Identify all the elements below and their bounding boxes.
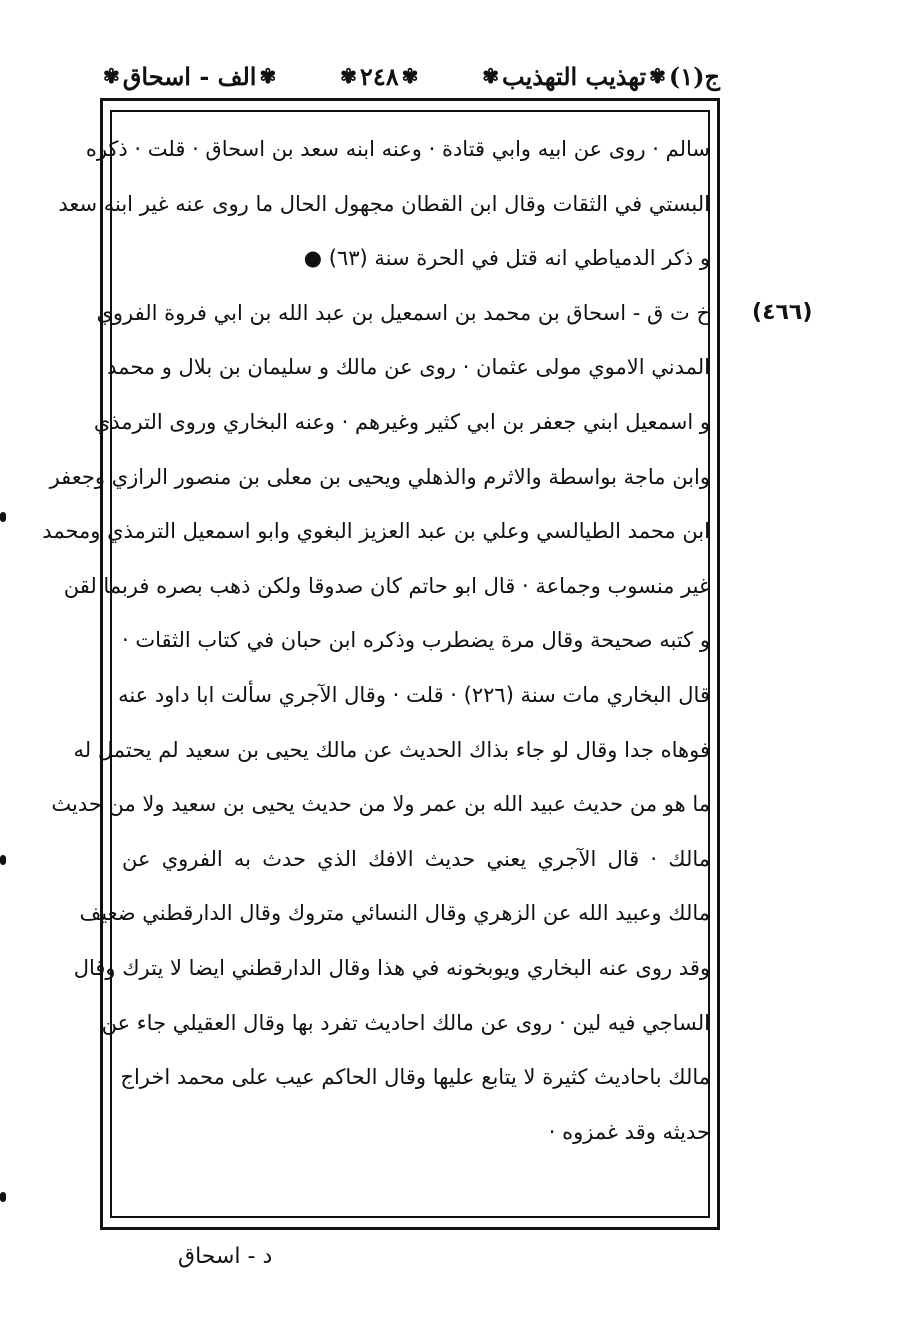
text-line: ما هو من حديث عبيد الله بن عمر ولا من حديث يحيى بن سعيد ولا من حديث: [51, 792, 710, 817]
catchword: د - اسحاق: [178, 1244, 273, 1269]
text-line: ابن محمد الطيالسي وعلي بن عبد العزيز البغوي وابو اسمعيل الترمذي ومحمد: [42, 519, 710, 544]
text-line: حديثه وقد غمزوه ·: [548, 1119, 710, 1144]
text-line: الساجي فيه لين · روى عن مالك احاديث تفرد بها وقال العقيلي جاء عن: [101, 1010, 710, 1035]
binding-hole-mark: [0, 512, 6, 522]
header-section: الف - اسحاق: [122, 61, 257, 91]
text-line: وقد روى عنه البخاري ويوبخونه في هذا وقال الدارقطني ايضا لا يترك وقال: [73, 955, 710, 980]
header-page-segment: [337, 62, 421, 91]
main-text-block: [42, 122, 710, 1159]
text-line: البستي في الثقات وقال ابن القطان مجهول الحال ما روى عنه غير ابنه سعد: [58, 191, 710, 216]
text-line: سالم · روى عن ابيه وابي قتادة · وعنه ابنه سعد بن اسحاق · قلت · ذكره: [85, 137, 710, 161]
header-volume-segment: [479, 62, 720, 91]
text-line: وابن ماجة بواسطة والاثرم والذهلي ويحيى بن معلى بن منصور الرازي وجعفر: [49, 464, 710, 489]
flower-ornament-icon: ✾: [482, 64, 500, 88]
header-volume: ج(١): [668, 61, 720, 91]
header-book-title: تهذيب التهذيب: [502, 61, 647, 91]
text-line: مالك باحاديث كثيرة لا يتابع عليها وقال الحاكم عيب على محمد اخراج: [120, 1065, 710, 1090]
text-line: خ ت ق - اسحاق بن محمد بن اسمعيل بن عبد الله بن ابي فروة الفروي: [96, 300, 710, 325]
text-line: المدني الاموي مولى عثمان · روى عن مالك و سليمان بن بلال و محمد: [107, 355, 710, 380]
text-line: و اسمعيل ابني جعفر بن ابي كثير وغيرهم · وعنه البخاري وروى الترمذي: [93, 409, 710, 434]
header-page-number: ٢٤٨: [359, 61, 399, 91]
header-section-segment: [100, 62, 279, 91]
text-line: فوهاه جدا وقال لو جاء بذاك الحديث عن مالك يحيى بن سعيد لم يحتمل له: [73, 737, 710, 762]
text-line: غير منسوب وجماعة · قال ابو حاتم كان صدوقا ولكن ذهب بصره فربما لقن: [63, 573, 710, 598]
flower-ornament-icon: ✾: [259, 64, 277, 88]
binding-hole-mark: [0, 1192, 6, 1202]
flower-ornament-icon: ✾: [103, 64, 120, 88]
running-header: [100, 52, 720, 100]
binding-hole-mark: [0, 855, 6, 865]
text-line: مالك · قال الآجري يعني حديث الافك الذي حدث به الفروي عن: [122, 846, 710, 871]
text-line: مالك وعبيد الله عن الزهري وقال النسائي متروك وقال الدارقطني ضعيف: [79, 901, 710, 926]
text-line: و كتبه صحيحة وقال مرة يضطرب وذكره ابن حبان في كتاب الثقات ·: [122, 628, 710, 653]
flower-ornament-icon: ✾: [401, 64, 419, 88]
entry-number: (٤٦٦): [752, 300, 813, 325]
flower-ornament-icon: ✾: [340, 64, 357, 88]
text-line: و ذكر الدمياطي انه قتل في الحرة سنة (٦٣) ●: [303, 246, 710, 271]
text-line: قال البخاري مات سنة (٢٢٦) · قلت · وقال الآجري سألت ابا داود عنه: [118, 682, 710, 707]
flower-ornament-icon: ✾: [649, 64, 666, 88]
